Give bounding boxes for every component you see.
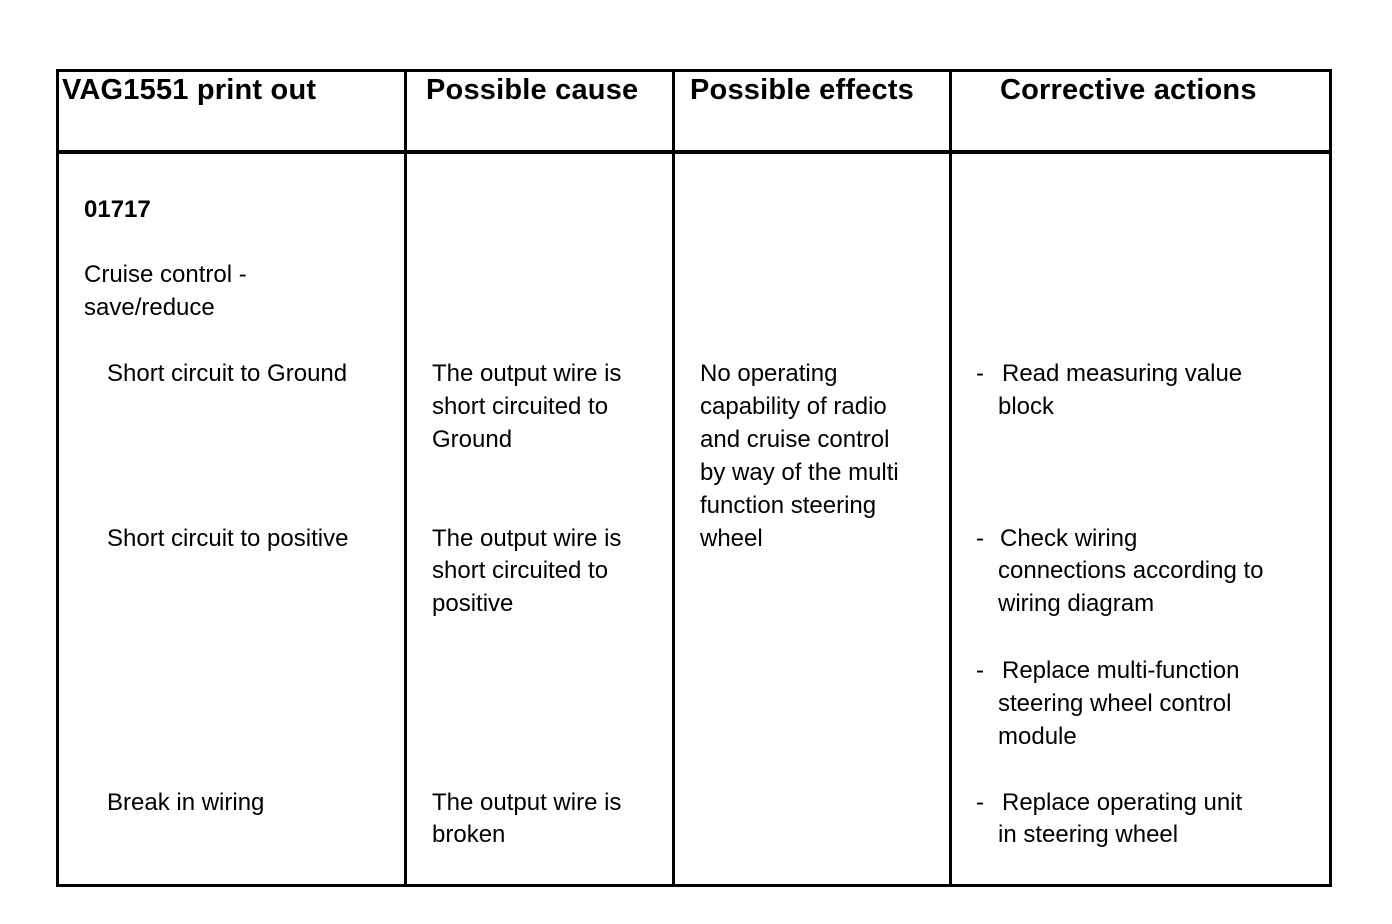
effect-line: and cruise control [700, 426, 890, 453]
cause-line: positive [432, 590, 514, 617]
action-line: steering wheel control [998, 690, 1232, 717]
cause-line: short circuited to [432, 557, 609, 584]
printout-short-to-ground: Short circuit to Ground [107, 360, 348, 387]
bullet-dash: - [976, 657, 984, 684]
action-line: block [998, 393, 1055, 420]
fault-code: 01717 [84, 196, 151, 223]
component-name-line-1: Cruise control - [84, 261, 247, 288]
column-divider-3 [949, 69, 952, 887]
effect-line: No operating [700, 360, 838, 387]
header-vag1551-printout: VAG1551 print out [62, 74, 317, 106]
effect-line: function steering [700, 492, 877, 519]
component-name-line-2: save/reduce [84, 294, 215, 321]
bullet-dash: - [976, 360, 984, 387]
header-possible-cause: Possible cause [426, 74, 639, 106]
column-divider-1 [404, 69, 407, 887]
effect-line: wheel [700, 525, 763, 552]
action-line: Check wiring [1000, 525, 1138, 552]
header-corrective-actions: Corrective actions [1000, 74, 1257, 106]
action-line: Read measuring value [1002, 360, 1243, 387]
bullet-dash: - [976, 525, 984, 552]
effect-line: capability of radio [700, 393, 887, 420]
action-line: module [998, 723, 1077, 750]
action-line: wiring diagram [998, 590, 1155, 617]
printout-short-to-positive: Short circuit to positive [107, 525, 349, 552]
bullet-dash: - [976, 789, 984, 816]
cause-line: short circuited to [432, 393, 609, 420]
cause-line: Ground [432, 426, 513, 453]
action-line: connections according to [998, 557, 1264, 584]
cause-line: The output wire is [432, 789, 622, 816]
cause-line: The output wire is [432, 360, 622, 387]
table-frame [56, 69, 1332, 887]
header-possible-effects: Possible effects [690, 74, 915, 106]
effect-line: by way of the multi [700, 459, 899, 486]
column-divider-2 [672, 69, 675, 887]
cause-line: The output wire is [432, 525, 622, 552]
printout-break-in-wiring: Break in wiring [107, 789, 265, 816]
action-line: Replace multi-function [1002, 657, 1240, 684]
cause-line: broken [432, 821, 506, 848]
action-line: in steering wheel [998, 821, 1179, 848]
header-divider [56, 150, 1332, 154]
action-line: Replace operating unit [1002, 789, 1243, 816]
